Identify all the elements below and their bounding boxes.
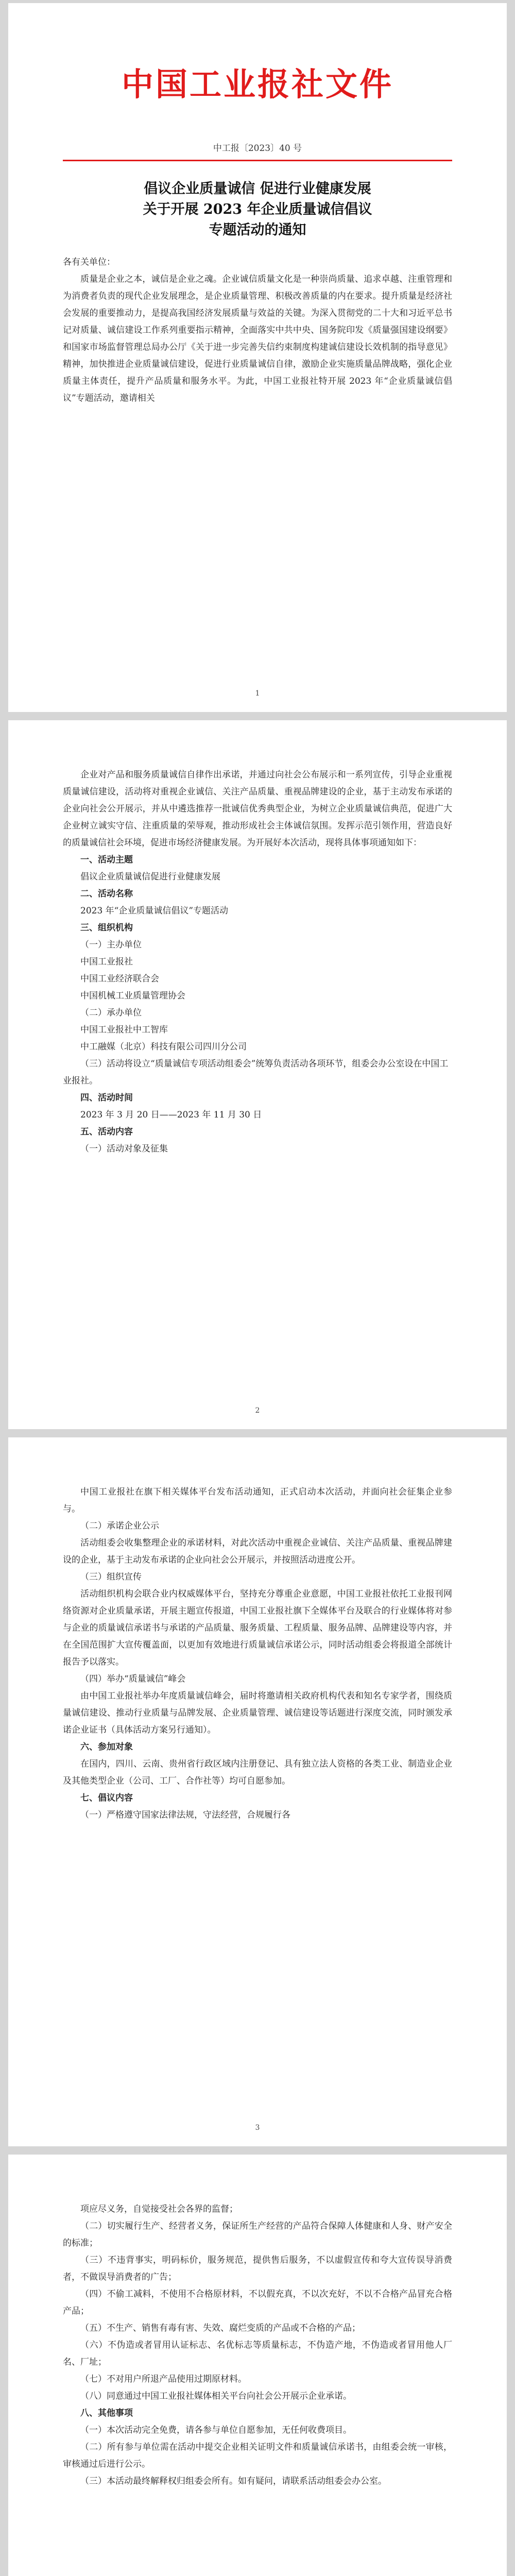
- body-paragraph: 活动组委会收集整理企业的承诺材料，对此次活动中重视企业诚信、关注产品质量、重视品牌建设的企业，基于主动发布承诺的企业向社会公开展示，并按照活动进度公开。: [63, 1538, 452, 1565]
- body-paragraph: 企业对产品和服务质量诚信自律作出承诺，并通过向社会公布展示和一系列宣传，引导企业重视质量诚信建设，活动将对重视企业诚信、关注产品质量、重视品牌建设的企业，基于主动发布承诺的企业向社会公开展示，并从中遴选推荐一批诚信优秀典型企业，为树立企业质量诚信典范，促进广大企业树立诚实守信、注重质量的荣辱观，推动形成社会主体诚信氛围。发挥示范引领作用，营造良好的质量诚信社会环境，促进市场经济健康发展。为开展好本次活动，现将具体事项通知如下：: [63, 770, 452, 848]
- list-item: 中国机械工业质量管理协会: [80, 991, 185, 1001]
- page-number: 2: [255, 1406, 260, 1415]
- document-number: 中工报〔2023〕40 号: [213, 143, 302, 154]
- masthead: 中国工业报社文件: [121, 65, 393, 103]
- list-item: （一）活动对象及征集: [80, 1144, 168, 1154]
- page-4: [8, 2155, 507, 2576]
- item-list: [63, 852, 452, 1158]
- page-1-content: [63, 39, 452, 407]
- list-item: （三）活动将设立“质量诚信专项活动组委会”统筹负责活动各项环节，组委会办公室设在中国工业报社。: [63, 1059, 449, 1086]
- list-item: 2023 年 3 月 20 日——2023 年 11 月 30 日: [80, 1110, 262, 1120]
- page-1: [8, 3, 507, 712]
- title-line-1: 倡议企业质量诚信 促进行业健康发展: [144, 181, 371, 197]
- body-paragraph: （八）同意通过中国工业报社媒体相关平台向社会公开展示企业承诺。: [80, 2391, 352, 2401]
- list-item: （一）主办单位: [80, 940, 142, 950]
- list-item: 倡议企业质量诚信促进行业健康发展: [80, 872, 220, 882]
- salutation: 各有关单位：: [63, 257, 115, 267]
- list-item: 中国工业报社: [80, 957, 133, 967]
- body-paragraph: （二）切实履行生产、经营者义务，保证所生产经营的产品符合保障人体健康和人身、财产安全的标准；: [63, 2221, 452, 2248]
- page-4-content: [63, 2201, 452, 2490]
- red-divider: [63, 160, 452, 161]
- list-item: 2023 年“企业质量诚信倡议”专题活动: [80, 906, 229, 916]
- list-item: 中工融媒（北京）科技有限公司四川分公司: [80, 1042, 247, 1052]
- body-paragraph: （四）举办“质量诚信”峰会: [80, 1674, 186, 1684]
- list-item: 中国工业经济联合会: [80, 974, 159, 984]
- body-paragraph: 由中国工业报社举办年度质量诚信峰会，届时将邀请相关政府机构代表和知名专家学者，围绕质量诚信建设、推动行业质量与品牌发展、企业质量管理、诚信建设等话题进行深度交流，同时颁发承诺企业证书（具体活动方案另行通知）。: [63, 1691, 452, 1735]
- page-3: [8, 1437, 507, 2146]
- body-paragraph: 在国内，四川、云南、贵州省行政区域内注册登记、具有独立法人资格的各类工业、制造业企业及其他类型企业（公司、工厂、合作社等）均可自愿参加。: [63, 1759, 452, 1786]
- body-paragraph: （四）不偷工减料，不使用不合格原材料，不以假充真，不以次充好，不以不合格产品冒充合格产品；: [63, 2289, 452, 2316]
- body-paragraph: 活动组织机构会联合业内权威媒体平台，坚持充分尊重企业意愿，中国工业报社依托工业报刊网络资源对企业质量承诺，开展主题宣传报道，中国工业报社旗下全媒体平台及联合的行业媒体将对参与企业的质量诚信承诺书与承诺的产品质量、服务质量、工程质量、服务品牌、品牌建设等内容，并在全国范围扩大宣传覆盖面，以更加有效地进行质量诚信承诺公示，同时活动组委会将报道全部统计报告予以落实。: [63, 1589, 452, 1667]
- section-heading: 三、组织机构: [80, 923, 133, 933]
- page-number: 1: [255, 689, 260, 698]
- title-line-3: 专题活动的通知: [209, 222, 306, 238]
- list-item: 中国工业报社中工智库: [80, 1025, 168, 1035]
- intro-paragraph: 质量是企业之本，诚信是企业之魂。企业诚信质量文化是一种崇尚质量、追求卓越、注重管理和为消费者负责的现代企业发展理念，是企业质量管理、积极改善质量的内在要求。提升质量是经济社会发展的重要推动力，是提高我国经济发展质量与效益的关键。为深入贯彻党的二十大和习近平总书记对质量、诚信建设工作系列重要指示精神，全面落实中共中央、国务院印发《质量强国建设纲要》和国家市场监督管理总局办公厅《关于进一步完善失信约束制度构建诚信建设长效机制的指导意见》精神，加快推进企业质量诚信建设，促进行业质量诚信自律，激励企业实施质量品牌战略，强化企业质量主体责任，提升产品质量和服务水平。为此，中国工业报社特开展 2023 年“企业质量诚信倡议”专题活动，邀请相关: [63, 274, 452, 403]
- section-heading: 八、其他事项: [80, 2408, 133, 2418]
- section-heading: 一、活动主题: [80, 855, 133, 865]
- section-heading: 四、活动时间: [80, 1093, 133, 1103]
- body-paragraph: （三）本活动最终解释权归组委会所有。如有疑问，请联系活动组委会办公室。: [80, 2476, 387, 2486]
- list-item: （二）承办单位: [80, 1008, 142, 1018]
- body-paragraph: （三）组织宣传: [80, 1572, 142, 1582]
- section-heading: 五、活动内容: [80, 1127, 133, 1137]
- page-number: 3: [255, 2124, 260, 2132]
- body-paragraph: （五）不生产、销售有毒有害、失效、腐烂变质的产品或不合格的产品；: [80, 2323, 360, 2333]
- body-paragraph: （二）所有参与单位需在活动中提交企业相关证明文件和质量诚信承诺书，由组委会统一审核，审核通过后进行公示。: [63, 2442, 452, 2469]
- body-paragraph: （二）承诺企业公示: [80, 1521, 159, 1531]
- body-paragraph: 项应尽义务，自觉接受社会各界的监督；: [80, 2204, 238, 2214]
- body-paragraph: 中国工业报社在旗下相关媒体平台发布活动通知，正式启动本次活动，并面向社会征集企业参与。: [63, 1487, 452, 1514]
- body-paragraph: （三）不违背事实，明码标价，服务规范，提供售后服务，不以虚假宣传和夸大宣传误导消费者，不做误导消费者的广告；: [63, 2255, 452, 2282]
- title-line-2: 关于开展 2023 年企业质量诚信倡议: [143, 201, 372, 217]
- page-2: [8, 720, 507, 1429]
- section-heading: 二、活动名称: [80, 889, 133, 899]
- body-paragraph: （六）不伪造或者冒用认证标志、名优标志等质量标志，不伪造产地，不伪造或者冒用他人厂名、厂址；: [63, 2340, 452, 2367]
- body-paragraph: （七）不对用户所退产品使用过期原材料。: [80, 2374, 247, 2384]
- section-heading: 六、参加对象: [80, 1742, 133, 1752]
- body-paragraph: （一）本次活动完全免费，请各参与单位自愿参加，无任何收费项目。: [80, 2425, 352, 2435]
- section-heading: 七、倡议内容: [80, 1793, 133, 1803]
- document-title: [63, 179, 452, 241]
- page-2-content: [63, 767, 452, 1158]
- body-paragraph: （一）严格遵守国家法律法规，守法经营，合规履行各: [80, 1810, 290, 1820]
- page-3-content: [63, 1484, 452, 1824]
